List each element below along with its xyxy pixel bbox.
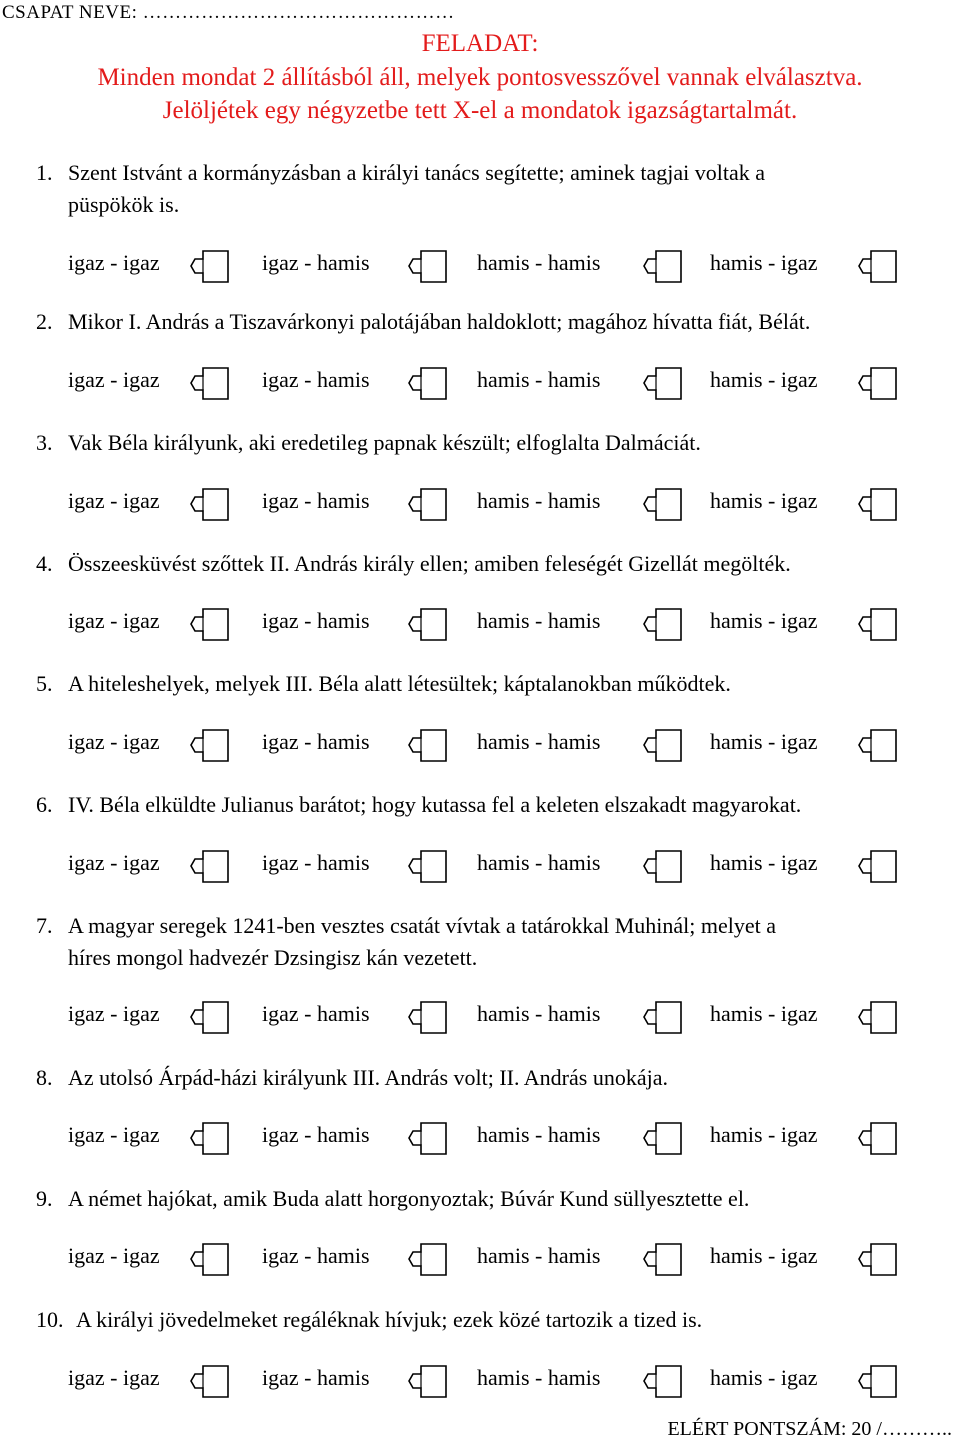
answer-checkbox[interactable] bbox=[408, 998, 448, 1036]
question-text bbox=[68, 789, 948, 821]
answer-options-row bbox=[0, 1239, 960, 1279]
answer-checkbox[interactable] bbox=[190, 1362, 230, 1400]
answer-option-label: hamis - hamis bbox=[477, 488, 601, 513]
answer-option-label: hamis - hamis bbox=[477, 367, 601, 392]
answer-checkbox[interactable] bbox=[858, 847, 898, 885]
answer-option-label: igaz - igaz bbox=[68, 250, 160, 275]
answer-checkbox[interactable] bbox=[858, 485, 898, 523]
answer-checkbox[interactable] bbox=[408, 247, 448, 285]
answer-option-label: hamis - hamis bbox=[477, 1243, 601, 1268]
answer-checkbox[interactable] bbox=[858, 1240, 898, 1278]
question-text bbox=[68, 1062, 948, 1094]
answer-checkbox[interactable] bbox=[643, 1119, 683, 1157]
question-text-line: Szent Istvánt a kormányzásban a királyi tanács segítette; aminek tagjai voltak a bbox=[68, 160, 766, 185]
answer-option-label: hamis - hamis bbox=[477, 250, 601, 275]
answer-option-label: hamis - hamis bbox=[477, 608, 601, 633]
question-number: 7. bbox=[36, 913, 53, 938]
answer-checkbox[interactable] bbox=[643, 998, 683, 1036]
question-number: 2. bbox=[36, 309, 53, 334]
answer-option-label: igaz - igaz bbox=[68, 729, 160, 754]
answer-checkbox[interactable] bbox=[858, 998, 898, 1036]
answer-option-label: hamis - hamis bbox=[477, 1365, 601, 1390]
answer-checkbox[interactable] bbox=[643, 364, 683, 402]
answer-option-label: igaz - igaz bbox=[68, 1365, 160, 1390]
answer-checkbox[interactable] bbox=[190, 485, 230, 523]
score-label: ELÉRT PONTSZÁM: 20 /……….. bbox=[667, 1418, 952, 1440]
answer-option-label: igaz - hamis bbox=[262, 608, 370, 633]
answer-options-row bbox=[0, 363, 960, 403]
answer-option-label: igaz - hamis bbox=[262, 250, 370, 275]
answer-option-label: igaz - hamis bbox=[262, 850, 370, 875]
question-text-line: A királyi jövedelmeket regáléknak hívjuk; ezek közé tartozik a tized is. bbox=[76, 1307, 703, 1332]
question-number: 4. bbox=[36, 551, 53, 576]
answer-checkbox[interactable] bbox=[643, 247, 683, 285]
answer-checkbox[interactable] bbox=[643, 605, 683, 643]
answer-option-label: hamis - igaz bbox=[710, 1001, 818, 1026]
question-text bbox=[68, 910, 948, 974]
team-name-label: CSAPAT NEVE: ………………………………………… bbox=[2, 2, 455, 23]
answer-checkbox[interactable] bbox=[643, 485, 683, 523]
question-text-line: Az utolsó Árpád-házi királyunk III. András volt; II. András unokája. bbox=[68, 1065, 668, 1090]
answer-checkbox[interactable] bbox=[858, 364, 898, 402]
answer-option-label: igaz - hamis bbox=[262, 729, 370, 754]
question-number: 9. bbox=[36, 1186, 53, 1211]
answer-options-row bbox=[0, 725, 960, 765]
question-text bbox=[68, 548, 948, 580]
answer-option-label: hamis - hamis bbox=[477, 850, 601, 875]
answer-checkbox[interactable] bbox=[408, 726, 448, 764]
answer-option-label: igaz - hamis bbox=[262, 367, 370, 392]
answer-checkbox[interactable] bbox=[190, 847, 230, 885]
question-text bbox=[68, 306, 948, 338]
answer-option-label: igaz - hamis bbox=[262, 1122, 370, 1147]
question-number: 8. bbox=[36, 1065, 53, 1090]
question-text bbox=[76, 1304, 956, 1336]
answer-option-label: igaz - igaz bbox=[68, 850, 160, 875]
answer-checkbox[interactable] bbox=[190, 998, 230, 1036]
question-text-line: püspökök is. bbox=[68, 192, 180, 217]
answer-options-row bbox=[0, 484, 960, 524]
question-text-line: híres mongol hadvezér Dzsingisz kán vezetett. bbox=[68, 945, 478, 970]
answer-option-label: igaz - igaz bbox=[68, 488, 160, 513]
question-text bbox=[68, 427, 948, 459]
answer-option-label: hamis - igaz bbox=[710, 729, 818, 754]
question-text-line: Mikor I. András a Tiszavárkonyi palotájában haldoklott; magához hívatta fiát, Bélát. bbox=[68, 309, 811, 334]
question-text-line: A hiteleshelyek, melyek III. Béla alatt létesültek; káptalanokban működtek. bbox=[68, 671, 731, 696]
answer-checkbox[interactable] bbox=[643, 1240, 683, 1278]
question-number: 6. bbox=[36, 792, 53, 817]
question-text bbox=[68, 668, 948, 700]
answer-checkbox[interactable] bbox=[858, 726, 898, 764]
answer-option-label: hamis - hamis bbox=[477, 729, 601, 754]
answer-option-label: igaz - igaz bbox=[68, 367, 160, 392]
answer-checkbox[interactable] bbox=[858, 1119, 898, 1157]
task-line-2: Jelöljétek egy négyzetbe tett X-el a mondatok igazságtartalmát. bbox=[162, 97, 798, 124]
answer-checkbox[interactable] bbox=[643, 1362, 683, 1400]
answer-checkbox[interactable] bbox=[858, 1362, 898, 1400]
question-text-line: IV. Béla elküldte Julianus barátot; hogy kutassa fel a keleten elszakadt magyarokat. bbox=[68, 792, 802, 817]
answer-option-label: igaz - igaz bbox=[68, 1243, 160, 1268]
answer-option-label: hamis - igaz bbox=[710, 850, 818, 875]
answer-checkbox[interactable] bbox=[408, 1362, 448, 1400]
answer-checkbox[interactable] bbox=[408, 485, 448, 523]
answer-option-label: hamis - igaz bbox=[710, 1243, 818, 1268]
task-title: FELADAT: bbox=[421, 30, 539, 57]
answer-option-label: hamis - igaz bbox=[710, 1365, 818, 1390]
answer-checkbox[interactable] bbox=[190, 605, 230, 643]
answer-options-row bbox=[0, 1118, 960, 1158]
answer-checkbox[interactable] bbox=[858, 605, 898, 643]
question-number: 3. bbox=[36, 430, 53, 455]
answer-checkbox[interactable] bbox=[190, 1240, 230, 1278]
answer-options-row bbox=[0, 246, 960, 286]
question-number: 1. bbox=[36, 160, 53, 185]
answer-checkbox[interactable] bbox=[190, 364, 230, 402]
answer-option-label: hamis - igaz bbox=[710, 608, 818, 633]
question-text-line: A német hajókat, amik Buda alatt horgonyoztak; Búvár Kund süllyesztette el. bbox=[68, 1186, 750, 1211]
task-line-1: Minden mondat 2 állításból áll, melyek pontosvesszővel vannak elválasztva. bbox=[97, 64, 863, 91]
answer-option-label: hamis - igaz bbox=[710, 488, 818, 513]
answer-option-label: hamis - hamis bbox=[477, 1122, 601, 1147]
answer-checkbox[interactable] bbox=[408, 605, 448, 643]
answer-checkbox[interactable] bbox=[190, 1119, 230, 1157]
question-text-line: Vak Béla királyunk, aki eredetileg papnak készült; elfoglalta Dalmáciát. bbox=[68, 430, 701, 455]
answer-option-label: igaz - hamis bbox=[262, 1243, 370, 1268]
answer-option-label: igaz - hamis bbox=[262, 1365, 370, 1390]
answer-checkbox[interactable] bbox=[408, 1119, 448, 1157]
answer-checkbox[interactable] bbox=[858, 247, 898, 285]
answer-options-row bbox=[0, 997, 960, 1037]
question-text-line: Összeesküvést szőttek II. András király ellen; amiben feleségét Gizellát megölték. bbox=[68, 551, 791, 576]
answer-option-label: hamis - igaz bbox=[710, 1122, 818, 1147]
question-text bbox=[68, 157, 948, 221]
answer-option-label: igaz - igaz bbox=[68, 1001, 160, 1026]
answer-checkbox[interactable] bbox=[190, 726, 230, 764]
answer-option-label: igaz - hamis bbox=[262, 1001, 370, 1026]
question-text-line: A magyar seregek 1241-ben vesztes csatát vívtak a tatárokkal Muhinál; melyet a bbox=[68, 913, 777, 938]
answer-checkbox[interactable] bbox=[408, 847, 448, 885]
answer-option-label: hamis - hamis bbox=[477, 1001, 601, 1026]
answer-option-label: igaz - igaz bbox=[68, 608, 160, 633]
answer-options-row bbox=[0, 846, 960, 886]
question-text bbox=[68, 1183, 948, 1215]
answer-option-label: igaz - igaz bbox=[68, 1122, 160, 1147]
answer-checkbox[interactable] bbox=[408, 1240, 448, 1278]
answer-option-label: hamis - igaz bbox=[710, 367, 818, 392]
answer-option-label: hamis - igaz bbox=[710, 250, 818, 275]
answer-options-row bbox=[0, 604, 960, 644]
answer-option-label: igaz - hamis bbox=[262, 488, 370, 513]
answer-checkbox[interactable] bbox=[408, 364, 448, 402]
answer-checkbox[interactable] bbox=[643, 726, 683, 764]
question-number: 10. bbox=[36, 1307, 64, 1332]
answer-checkbox[interactable] bbox=[643, 847, 683, 885]
question-number: 5. bbox=[36, 671, 53, 696]
answer-options-row bbox=[0, 1361, 960, 1401]
answer-checkbox[interactable] bbox=[190, 247, 230, 285]
